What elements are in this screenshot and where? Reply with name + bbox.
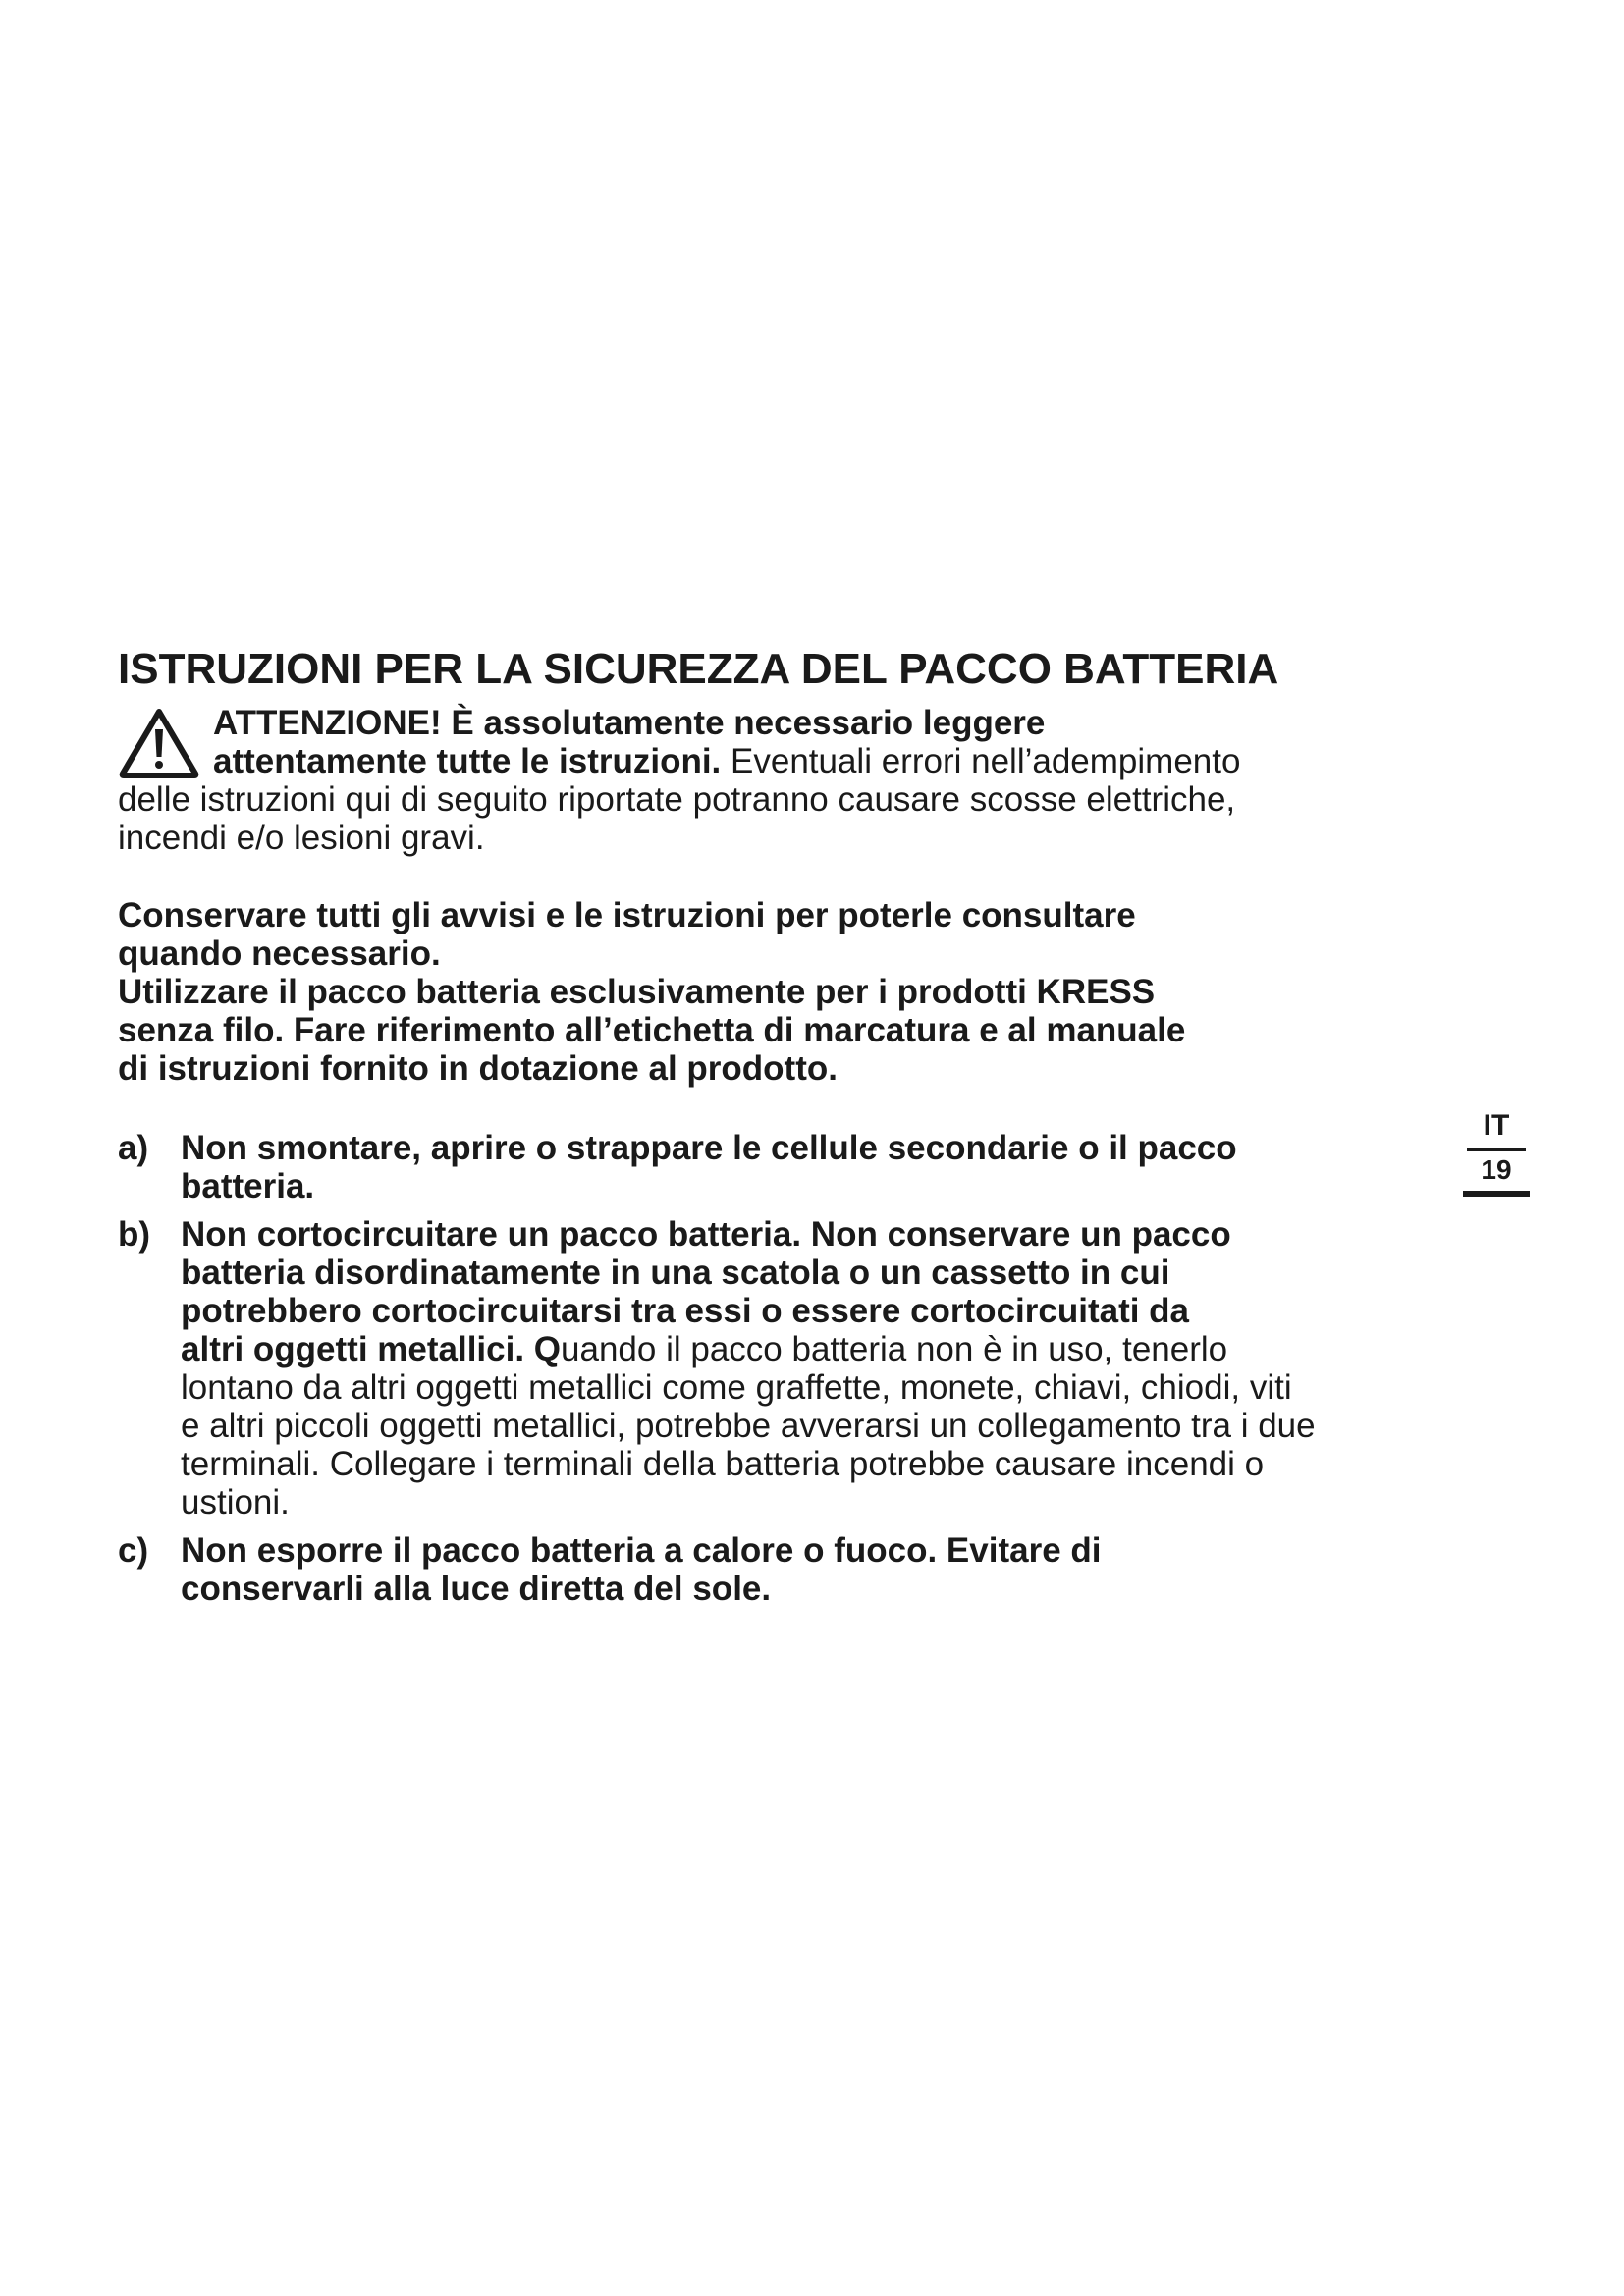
list-item-c — [118, 1531, 1463, 1608]
list-item-text-normal: uando il pacco batteria non è in uso, tenerlo — [561, 1330, 1228, 1368]
list-item-text: Non esporre il pacco batteria a calore o fuoco. Evitare di — [181, 1531, 1102, 1570]
list-marker: c) — [118, 1531, 149, 1570]
list-item-text: e altri piccoli oggetti metallici, potrebbe avverarsi un collegamento tra i due — [181, 1407, 1316, 1445]
conserve-line-4: senza filo. Fare riferimento all’etichetta di marcatura e al manuale — [118, 1011, 1186, 1049]
list-marker: b) — [118, 1215, 151, 1254]
conserve-paragraph — [118, 896, 1463, 1088]
warning-line-1: ATTENZIONE! È assolutamente necessario leggere — [213, 704, 1046, 742]
conserve-line-1: Conservare tutti gli avvisi e le istruzioni per poterle consultare — [118, 896, 1136, 934]
page-number: 19 — [1481, 1154, 1512, 1185]
list-item-text: conservarli alla luce diretta del sole. — [181, 1570, 772, 1608]
list-item-text-bold: altri oggetti metallici. Q — [181, 1330, 562, 1368]
conserve-line-2: quando necessario. — [118, 934, 441, 973]
language-page-tab — [1463, 1109, 1530, 1197]
warning-line-4: incendi e/o lesioni gravi. — [118, 819, 485, 857]
warning-line-2-normal: Eventuali errori nell’adempimento — [721, 742, 1241, 780]
warning-line-2 — [118, 742, 1463, 780]
list-item-text: ustioni. — [181, 1483, 290, 1522]
list-item-text: batteria. — [181, 1167, 315, 1205]
warning-line-3: delle istruzioni qui di seguito riportate potranno causare scosse elettriche, — [118, 780, 1236, 819]
warning-block — [118, 704, 1463, 857]
list-item-text: Non smontare, aprire o strappare le cellule secondarie o il pacco — [181, 1129, 1237, 1167]
main-content — [118, 643, 1463, 1618]
list-marker: a) — [118, 1129, 149, 1167]
instruction-list — [118, 1129, 1463, 1608]
warning-triangle-icon — [118, 706, 200, 778]
list-item-text: terminali. Collegare i terminali della batteria potrebbe causare incendi o — [181, 1445, 1265, 1483]
tab-bottom-rule — [1463, 1191, 1530, 1197]
list-item-b — [118, 1215, 1463, 1522]
conserve-line-3: Utilizzare il pacco batteria esclusivamente per i prodotti KRESS — [118, 973, 1156, 1011]
list-item-mixed-line — [181, 1330, 1463, 1368]
section-heading: ISTRUZIONI PER LA SICUREZZA DEL PACCO BATTERIA — [118, 645, 1279, 693]
conserve-line-5: di istruzioni fornito in dotazione al prodotto. — [118, 1049, 838, 1088]
warning-line-2-bold: attentamente tutte le istruzioni. — [213, 742, 722, 780]
list-item-text: lontano da altri oggetti metallici come graffette, monete, chiavi, chiodi, viti — [181, 1368, 1292, 1407]
list-item-text: batteria disordinatamente in una scatola o un cassetto in cui — [181, 1254, 1170, 1292]
language-code: IT — [1483, 1109, 1510, 1142]
list-item-a — [118, 1129, 1463, 1205]
list-item-text: Non cortocircuitare un pacco batteria. Non conservare un pacco — [181, 1215, 1231, 1254]
list-item-text: potrebbero cortocircuitarsi tra essi o essere cortocircuitati da — [181, 1292, 1190, 1330]
